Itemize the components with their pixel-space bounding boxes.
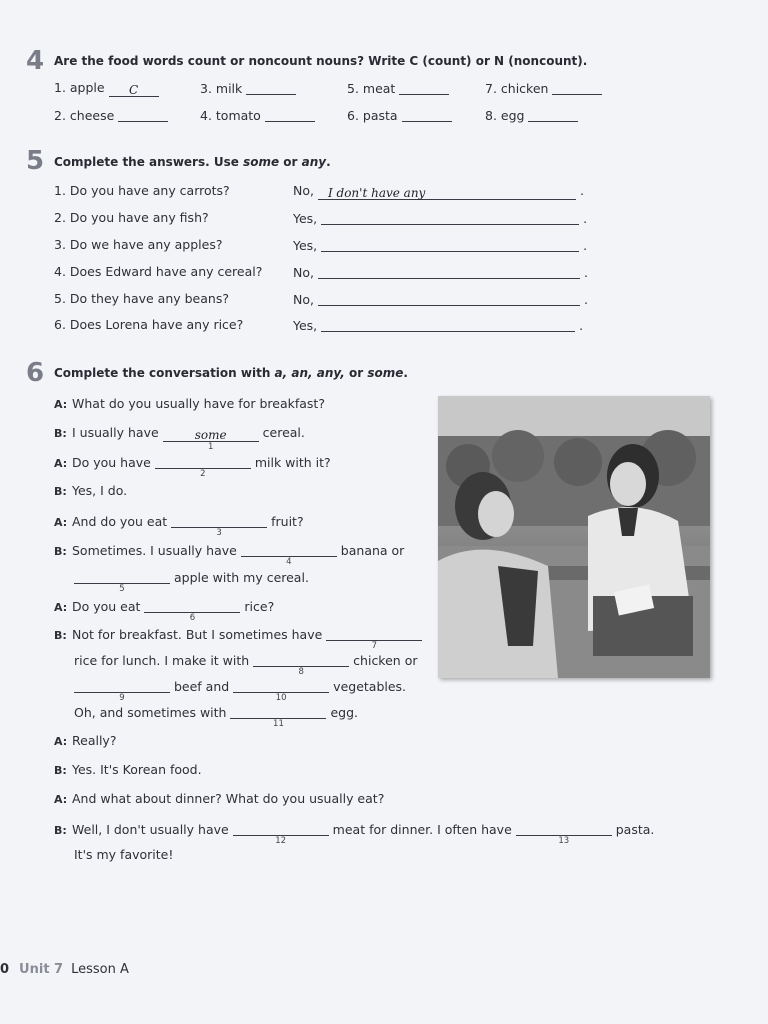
ex5-question-3: 3. Do we have any apples? [54,237,223,252]
lesson-label: Lesson A [71,962,129,977]
dialog-line-12: Oh, and sometimes with 11 egg. [74,705,358,729]
unit-label: Unit 7 [19,962,64,977]
ex4-answer-3[interactable] [246,80,296,95]
dialog-blank-13[interactable]: 13 [516,821,612,836]
ex5-question-6: 6. Does Lorena have any rice? [54,317,244,332]
exercise-4-number: 4 [26,46,45,76]
ex4-item-8: 8. egg [485,107,578,123]
dialog-line-6: B: Sometimes. I usually have 4 banana or [54,543,405,567]
ex4-answer-7[interactable] [552,80,602,95]
ex5-answer-5[interactable] [318,291,580,306]
dialog-blank-1[interactable]: some 1 [163,427,259,442]
ex4-answer-5[interactable] [399,80,449,95]
dialog-blank-3[interactable]: 3 [171,513,267,528]
ex4-answer-1[interactable]: C [109,82,159,97]
ex4-answer-2[interactable] [118,107,168,122]
ex4-item-6: 6. pasta [347,107,452,123]
girls-on-bench-photo [438,396,710,678]
ex5-answer-row-3: Yes, . [293,238,588,253]
ex5-question-2: 2. Do you have any fish? [54,210,209,225]
dialog-line-3: A: Do you have 2 milk with it? [54,455,331,479]
exercise-6-instruction: Complete the conversation with a, an, any, or some. [54,366,408,380]
ex4-item-1: 1. apple C [54,80,159,97]
dialog-line-16: B: Well, I don't usually have 12 meat for dinner. I often have 13 pasta. [54,822,655,846]
dialog-blank-7[interactable]: 7 [326,626,422,641]
dialog-blank-2[interactable]: 2 [155,454,251,469]
ex4-item-2: 2. cheese [54,107,168,123]
ex4-item-7: 7. chicken [485,80,602,96]
exercise-5-instruction: Complete the answers. Use some or any. [54,155,331,169]
ex4-item-4: 4. tomato [200,107,315,123]
dialog-line-11: 9 beef and 10 vegetables. [74,678,406,694]
ex5-answer-row-2: Yes, . [293,211,588,226]
dialog-blank-9[interactable]: 9 [74,678,170,693]
dialog-line-10: rice for lunch. I make it with 8 chicken or [74,653,418,677]
ex5-answer-row-6: Yes, . [293,318,584,333]
dialog-blank-5[interactable]: 5 [74,569,170,584]
ex5-answer-row-1: No, I don't have any . [293,183,584,200]
dialog-blank-10[interactable]: 10 [233,678,329,693]
dialog-blank-8[interactable]: 8 [253,652,349,667]
dialog-blank-4[interactable]: 4 [241,542,337,557]
ex5-answer-3[interactable] [321,237,579,252]
page-number: 0 [0,962,10,977]
photo-illustration [438,396,710,678]
ex4-answer-4[interactable] [265,107,315,122]
ex4-item-5: 5. meat [347,80,449,96]
ex5-answer-1[interactable]: I don't have any [318,185,576,200]
ex5-answer-4[interactable] [318,264,580,279]
ex5-question-4: 4. Does Edward have any cereal? [54,264,263,279]
ex4-answer-6[interactable] [402,107,452,122]
ex5-question-1: 1. Do you have any carrots? [54,183,230,198]
dialog-line-4: B: Yes, I do. [54,483,128,498]
dialog-line-13: A: Really? [54,733,117,748]
dialog-line-9: B: Not for breakfast. But I sometimes have 7 [54,626,422,642]
page-footer [0,962,129,977]
exercise-6-number: 6 [26,358,45,388]
ex5-question-5: 5. Do they have any beans? [54,291,229,306]
exercise-4-instruction: Are the food words count or noncount nouns? Write C (count) or N (noncount). [54,54,588,68]
dialog-blank-11[interactable]: 11 [230,704,326,719]
dialog-line-17: It's my favorite! [74,847,174,862]
dialog-line-2: B: I usually have some 1 cereal. [54,425,305,452]
ex5-answer-2[interactable] [321,210,579,225]
dialog-blank-6[interactable]: 6 [144,598,240,613]
dialog-line-1: A: What do you usually have for breakfast? [54,396,325,411]
ex4-answer-8[interactable] [528,107,578,122]
exercise-5-number: 5 [26,146,45,176]
ex5-answer-row-5: No, . [293,292,588,307]
ex5-answer-row-4: No, . [293,265,588,280]
dialog-blank-12[interactable]: 12 [233,821,329,836]
ex4-item-3: 3. milk [200,80,296,96]
ex5-answer-6[interactable] [321,317,575,332]
dialog-line-7: 5 apple with my cereal. [74,569,309,585]
dialog-line-8: A: Do you eat 6 rice? [54,599,275,623]
dialog-line-15: A: And what about dinner? What do you usually eat? [54,791,385,806]
dialog-line-14: B: Yes. It's Korean food. [54,762,202,777]
dialog-line-5: A: And do you eat 3 fruit? [54,514,304,538]
